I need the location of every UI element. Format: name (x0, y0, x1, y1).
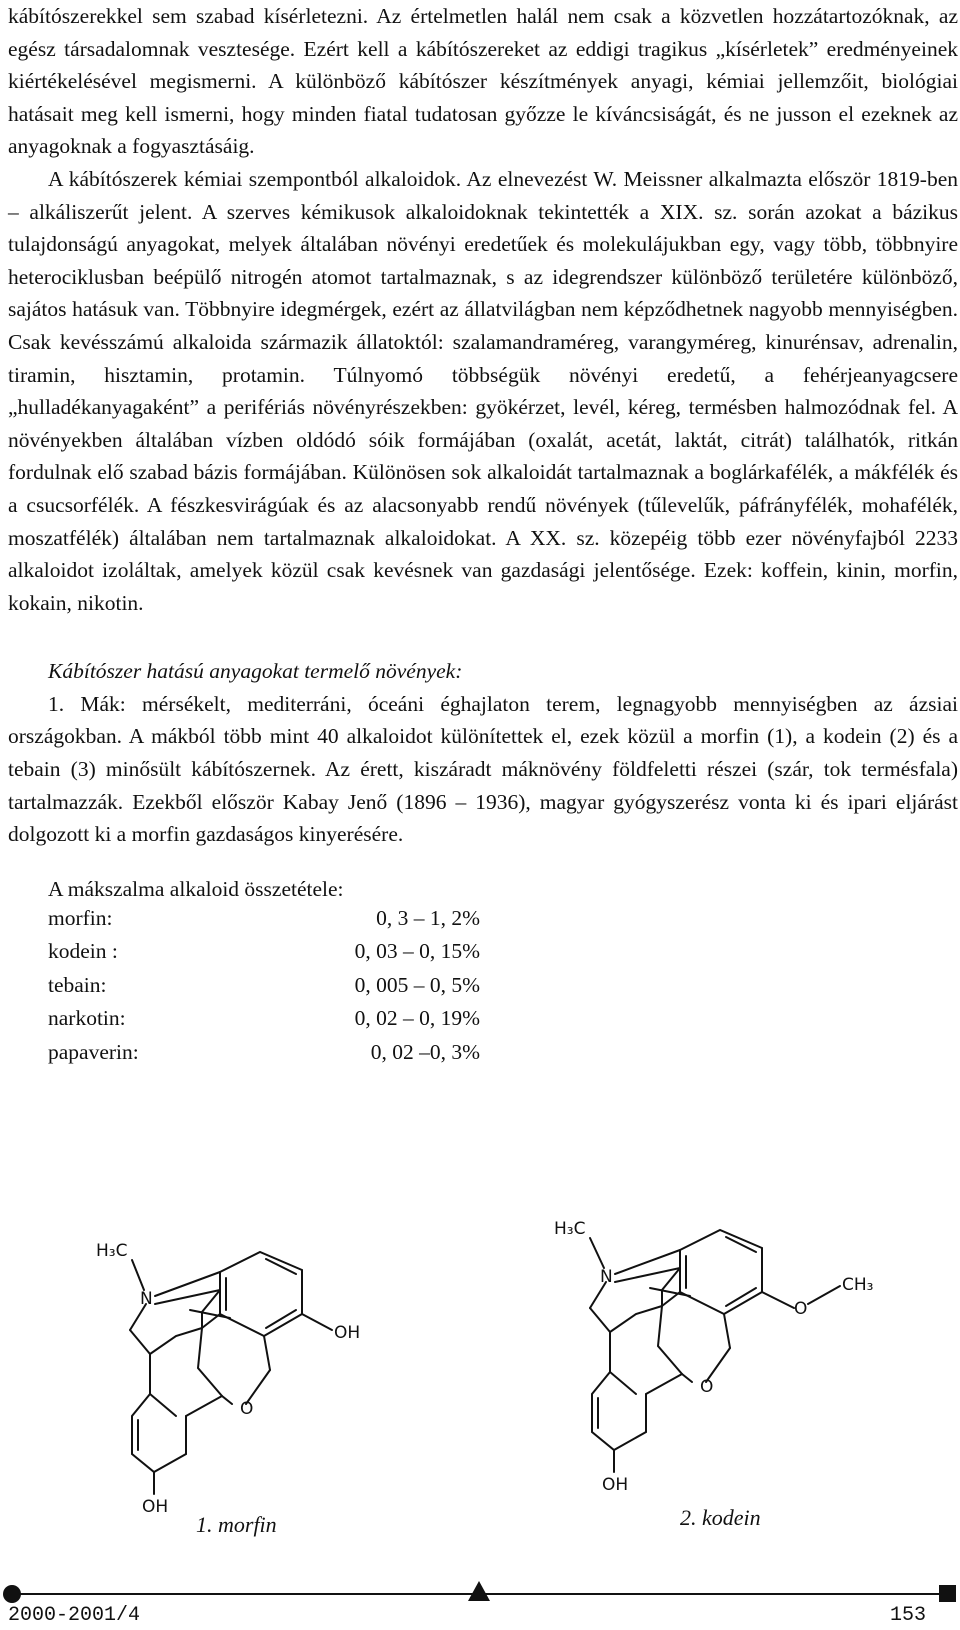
table-row (48, 973, 480, 1007)
paragraph-intro: kábítószerekkel sem szabad kísérletezni. Az értelmetlen halál nem csak a közvetlen hozzátartozóknak, az egész társadalomnak vesztesége. Ezért kell a kábítószereket az eddigi tragikus „kísérletek” eredményeinek kiértékelésével megismerni. A különböző kábítószer készítmények anyagi, kémiai jellemzőit, biológiai hatásait meg kell ismerni, hogy minden fiatal tudatosan győzze le kíváncsiságát, és ne jusson el ezeknek az anyagoknak a fogyasztásáig. (8, 4, 958, 159)
page-number: 153 (890, 1604, 927, 1627)
morphine-labels (96, 1241, 360, 1517)
morphine-structure (80, 1218, 400, 1538)
morphine-bonds (130, 1252, 332, 1494)
ether-oxygen-label: O (240, 1399, 254, 1419)
phenol-label: OH (334, 1323, 361, 1343)
nitrogen-label: N (140, 1289, 153, 1309)
alkaloid-name: papaverin: (48, 1039, 139, 1064)
methoxy-methyl-label: CH₃ (842, 1275, 874, 1295)
issue-number: 2000-2001/4 (8, 1604, 141, 1627)
codeine-structure (540, 1200, 910, 1530)
alkaloid-percent: 0, 3 – 1, 2% (376, 905, 480, 930)
table-row (48, 1006, 480, 1040)
alkaloid-name: tebain: (48, 972, 107, 997)
hydroxyl-label: OH (142, 1497, 169, 1517)
alkaloid-name: kodein : (48, 939, 118, 964)
alkaloid-percent: 0, 03 – 0, 15% (354, 939, 480, 964)
codeine-caption: 2. kodein (680, 1505, 761, 1530)
footer-triangle-marker (468, 1581, 490, 1601)
codeine-bonds (590, 1230, 840, 1472)
alkaloid-name: narkotin: (48, 1006, 126, 1031)
alkaloid-percent: 0, 005 – 0, 5% (354, 972, 480, 997)
table-row (48, 1040, 480, 1074)
morphine-caption: 1. morfin (196, 1512, 277, 1537)
ether-oxygen-label: O (700, 1377, 714, 1397)
composition-title: A mákszalma alkaloid összetétele: (48, 876, 344, 901)
composition-table (48, 906, 480, 1074)
document-page (8, 0, 958, 1073)
methyl-label: H₃C (96, 1241, 128, 1261)
codeine-labels (554, 1219, 873, 1495)
alkaloid-percent: 0, 02 – 0, 19% (354, 1006, 480, 1031)
table-row (48, 906, 480, 940)
footer-square-marker (939, 1585, 956, 1602)
table-row (48, 939, 480, 973)
nitrogen-label: N (600, 1267, 613, 1287)
methyl-label: H₃C (554, 1219, 586, 1239)
alkaloid-percent: 0, 02 –0, 3% (370, 1039, 480, 1064)
hydroxyl-label: OH (602, 1475, 629, 1495)
paragraph-alkaloids: A kábítószerek kémiai szempontból alkaloidok. Az elnevezést W. Meissner alkalmazta először 1819-ben – alkáliszerűt jelent. A szerves kémikusok alkaloidoknak tekintették a XIX. sz. során azokat a bázikus tulajdonságú anyagokat, melyek általában növényi eredetűek és molekulájukban egy, vagy több, többnyire heterociklusban beépülő nitrogén atomot tartalmaznak, s az idegrendszer különböző területére különböző, sajátos hatásuk van. Többnyire idegmérgek, ezért az állatvilágban nem képződhetnek nagyobb mennyiségben. Csak kevésszámú alkaloida származik állatoktól: szalamandraméreg, varangyméreg, kinurénsav, adrenalin, tiramin, hisztamin, protamin. Túlnyomó többségük növényi eredetű, a fehérjeanyagcsere „hulladékanyagaként” a perifériás növényrészekben: gyökérzet, levél, kéreg, termésben halmozódnak fel. A növényekben általában vízben oldódó sóik formájában (oxalát, acetát, laktát, citrát) találhatók, ritkán fordulnak elő szabad bázis formájában. Különösen sok alkaloidát tartalmaznak a boglárkafélék, a mákfélék és a csucsorfélék. A fészkesvirágúak és az alacsonyabb rendű növények (tűlevelűk, páfrányfélék, mohafélék, moszatfélék) általában nem tartalmaznak alkaloidokat. A XX. sz. közepéig több ezer növényfajból 2233 alkaloidot izoláltak, amelyek közül csak kevésnek van gazdasági jelentősége. Ezek: koffein, kinin, morfin, kokain, nikotin. (8, 166, 958, 615)
alkaloid-name: morfin: (48, 905, 113, 930)
methoxy-oxygen-label: O (794, 1299, 808, 1319)
paragraph-poppy: 1. Mák: mérsékelt, mediterráni, óceáni éghajlaton terem, legnagyobb mennyiségben az ázsiai országokban. A mákból több mint 40 alkaloidot különítettek el, ezek közül a morfin (1), a kodein (2) és a tebain (3) minősült kábítószernek. Az érett, kiszáradt máknövény földfeletti részei (szár, tok termésfala) tartalmazzák. Ezekből először Kabay Jenő (1896 – 1936), magyar gyógyszerész vonta ki és ipari eljárást dolgozott ki a morfin gazdaságos kinyerésére. (8, 691, 958, 847)
section-heading: Kábítószer hatású anyagokat termelő növények: (48, 659, 463, 684)
